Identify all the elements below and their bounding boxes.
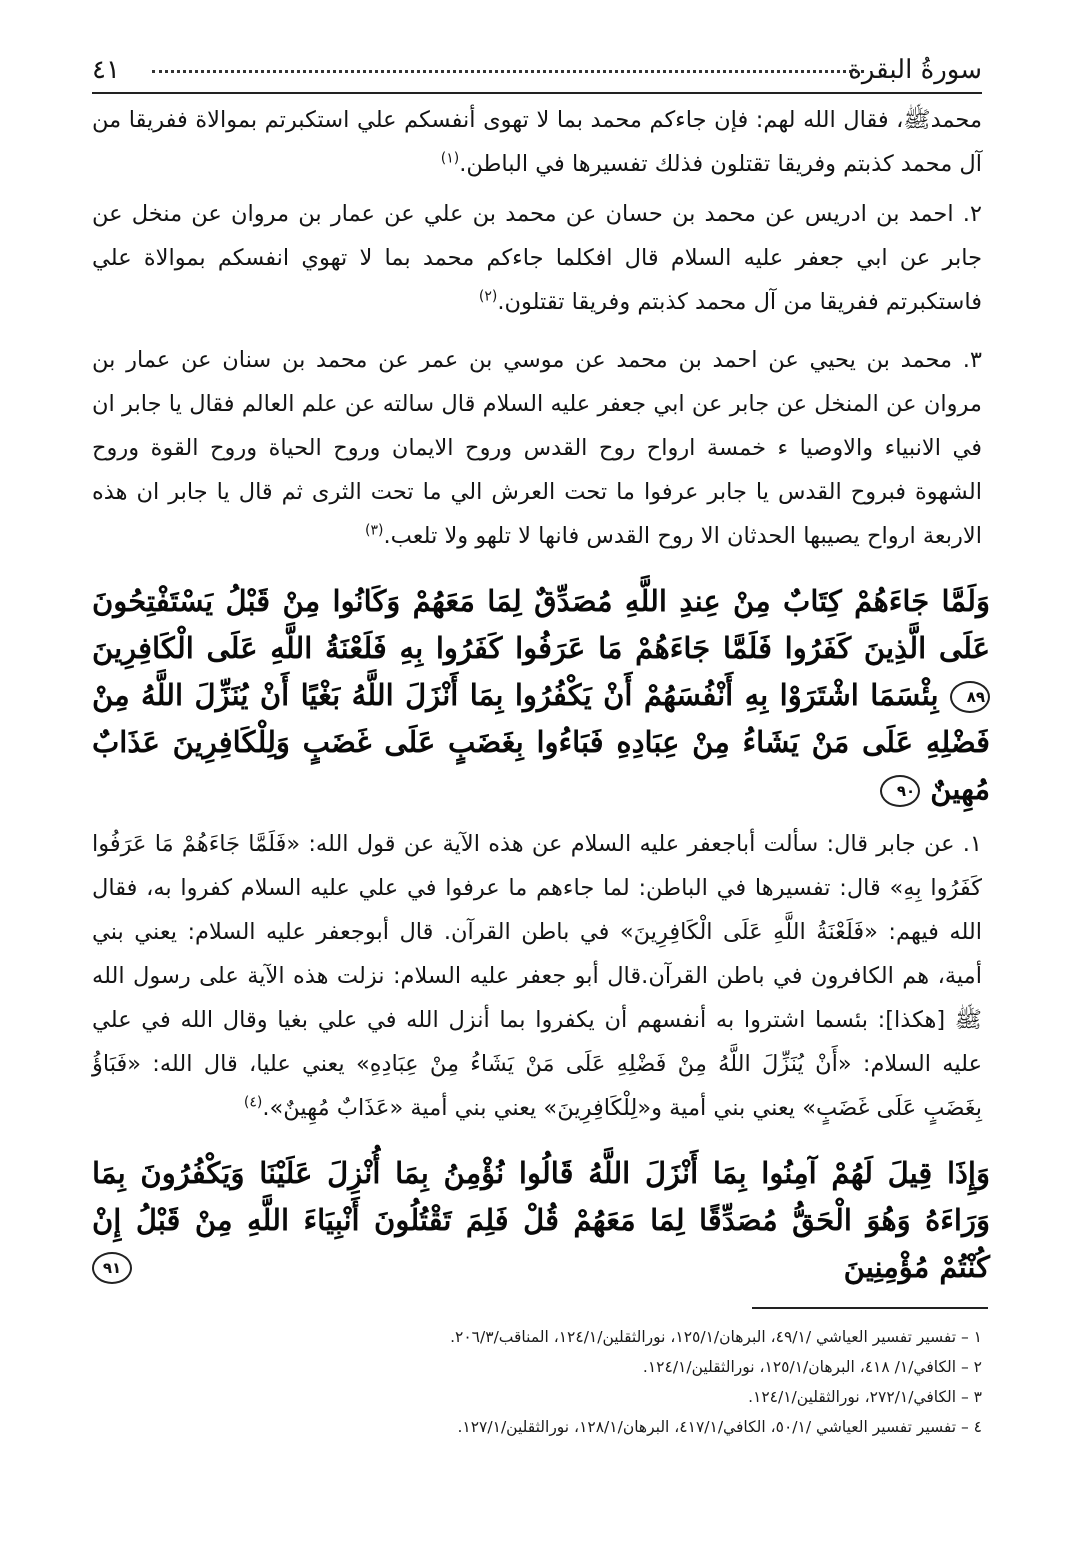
- paragraph-text: محمدﷺ، فقال الله لهم: فإن جاءكم محمد بما لا تهوى أنفسكم علي استكبرتم بموالاة ففريقا من آل محمد كذبتم وفريقا تقتلون فذلك تفسيرها في الباطن.: [92, 107, 982, 177]
- footnote-ref: (١): [440, 150, 460, 167]
- quran-verse-block: [92, 578, 990, 813]
- footnote-ref: (٤): [243, 1094, 263, 1111]
- hadith-paragraph: [92, 338, 982, 558]
- ayah-number-row: [92, 1252, 990, 1284]
- paragraph-text: ٣. محمد بن يحيي عن احمد بن محمد عن موسي بن عمر عن محمد بن سنان عن عمار بن مروان عن المنخل عن جابر عن ابي جعفر عليه السلام قال سالته عن علم العالم فقال يا جابر ان في الانبياء والاوصيا ء خمسة ارواح روح القدس وروح الايمان وروح الحياة وروح القوة وروح الشهوة فبروح القدس يا جابر عرفوا ما تحت العرش الي ما تحت الثرى ثم قال يا جابر ان هذه الاربعة ارواح يصيبها الحدثان الا روح القدس فانها لا تلهو ولا تلعب.: [92, 347, 982, 549]
- verse-text: وَلَمَّا جَاءَهُمْ كِتَابٌ مِنْ عِندِ اللَّهِ مُصَدِّقٌ لِمَا مَعَهُمْ وَكَانُوا مِنْ قَبْلُ يَسْتَفْتِحُونَ عَلَى الَّذِينَ كَفَرُوا فَلَمَّا جَاءَهُمْ مَا عَرَفُوا كَفَرُوا بِهِ فَلَعْنَةُ اللَّهِ عَلَى الْكَافِرِينَ: [92, 584, 990, 665]
- footnote-separator: [752, 1307, 988, 1309]
- footnote-item: ٣ – الكافي/٢٧٢/١، نورالثقلين/١٢٤/١.: [748, 1388, 982, 1406]
- paragraph-text: ٢. احمد بن ادريس عن محمد بن حسان عن محمد بن علي عن عمار بن مروان عن منخل عن جابر عن ابي جعفر عليه السلام قال افكلما جاءكم محمد بما لا تهوي انفسكم بموالاة علي فاستكبرتم ففريقا من آل محمد كذبتم وفريقا تقتلون.: [92, 201, 982, 315]
- footnote-ref: (٢): [478, 288, 498, 305]
- verse-text: وَإِذَا قِيلَ لَهُمْ آمِنُوا بِمَا أَنْزَلَ اللَّهُ قَالُوا نُؤْمِنُ بِمَا أُنْزِلَ عَلَيْنَا وَيَكْفُرُونَ بِمَا وَرَاءَهُ وَهُوَ الْحَقُّ مُصَدِّقًا لِمَا مَعَهُمْ قُلْ فَلِمَ تَقْتُلُونَ أَنْبِيَاءَ اللَّهِ مِنْ قَبْلُ إِنْ كُنْتُمْ مُؤْمِنِينَ: [92, 1156, 990, 1284]
- footnote-item: ١ – تفسير تفسير العياشي /٤٩/١، البرهان/١٢٥/١، نورالثقلين/١٢٤/١، المناقب/٢٠٦/٣.: [450, 1328, 982, 1346]
- surah-title: سورةُ البقرة: [848, 55, 982, 85]
- paragraph-text: ١. عن جابر قال: سألت أباجعفر عليه السلام عن هذه الآية عن قول الله: «فَلَمَّا جَاءَهُمْ مَا عَرَفُوا كَفَرُوا بِهِ» قال: تفسيرها في الباطن: لما جاءهم ما عرفوا في علي عليه السلام كفروا به، فقال الله فيهم: «فَلَعْنَةُ اللَّهِ عَلَى الْكَافِرِينَ» في باطن القرآن. قال أبوجعفر عليه السلام: يعني بني أمية، هم الكافرون في باطن القرآن.قال أبو جعفر عليه السلام: نزلت هذه الآية على رسول الله ﷺ [هكذا]: بئسما اشتروا به أنفسهم أن يكفروا بما أنزل الله في علي بغيا وقال الله في علي عليه السلام: «أَنْ يُنَزِّلَ اللَّهُ مِنْ فَضْلِهِ عَلَى مَنْ يَشَاءُ مِنْ عِبَادِهِ» يعني عليا، قال الله: «فَبَاؤُ بِغَضَبٍ عَلَى غَضَبٍ» يعني بني أمية و«لِلْكَافِرِينَ» يعني بني أمية «عَذَابٌ مُهِينٌ».: [92, 831, 982, 1121]
- footnote-item: ٢ – الكافي/١/ ٤١٨، البرهان/١٢٥/١، نورالثقلين/١٢٤/١.: [642, 1358, 982, 1376]
- header-dot-leader: [152, 70, 864, 73]
- hadith-paragraph: [92, 192, 982, 324]
- page-number: ٤١: [92, 55, 120, 85]
- footnote-ref: (٣): [365, 522, 384, 539]
- hadith-paragraph: [92, 822, 982, 1130]
- page-header: [92, 52, 982, 94]
- verse-text: بِئْسَمَا اشْتَرَوْا بِهِ أَنْفُسَهُمْ أَنْ يَكْفُرُوا بِمَا أَنْزَلَ اللَّهُ بَغْيًا أَنْ يُنَزِّلَ اللَّهُ مِنْ فَضْلِهِ عَلَى مَنْ يَشَاءُ مِنْ عِبَادِهِ فَبَاءُوا بِغَضَبٍ عَلَى غَضَبٍ وَلِلْكَافِرِينَ عَذَابٌ مُهِينٌ: [92, 678, 990, 806]
- footnotes: [92, 1322, 982, 1442]
- ayah-number-marker: ٩١: [92, 1252, 132, 1284]
- footnote-item: ٤ – تفسير تفسير العياشي /٥٠/١، الكافي/٤١٧/١، البرهان/١٢٨/١، نورالثقلين/١٢٧/١.: [457, 1418, 982, 1436]
- commentary-paragraph: [92, 98, 982, 186]
- ayah-number-marker: ٨٩: [950, 681, 990, 713]
- ayah-number-marker: ٩٠: [880, 775, 920, 807]
